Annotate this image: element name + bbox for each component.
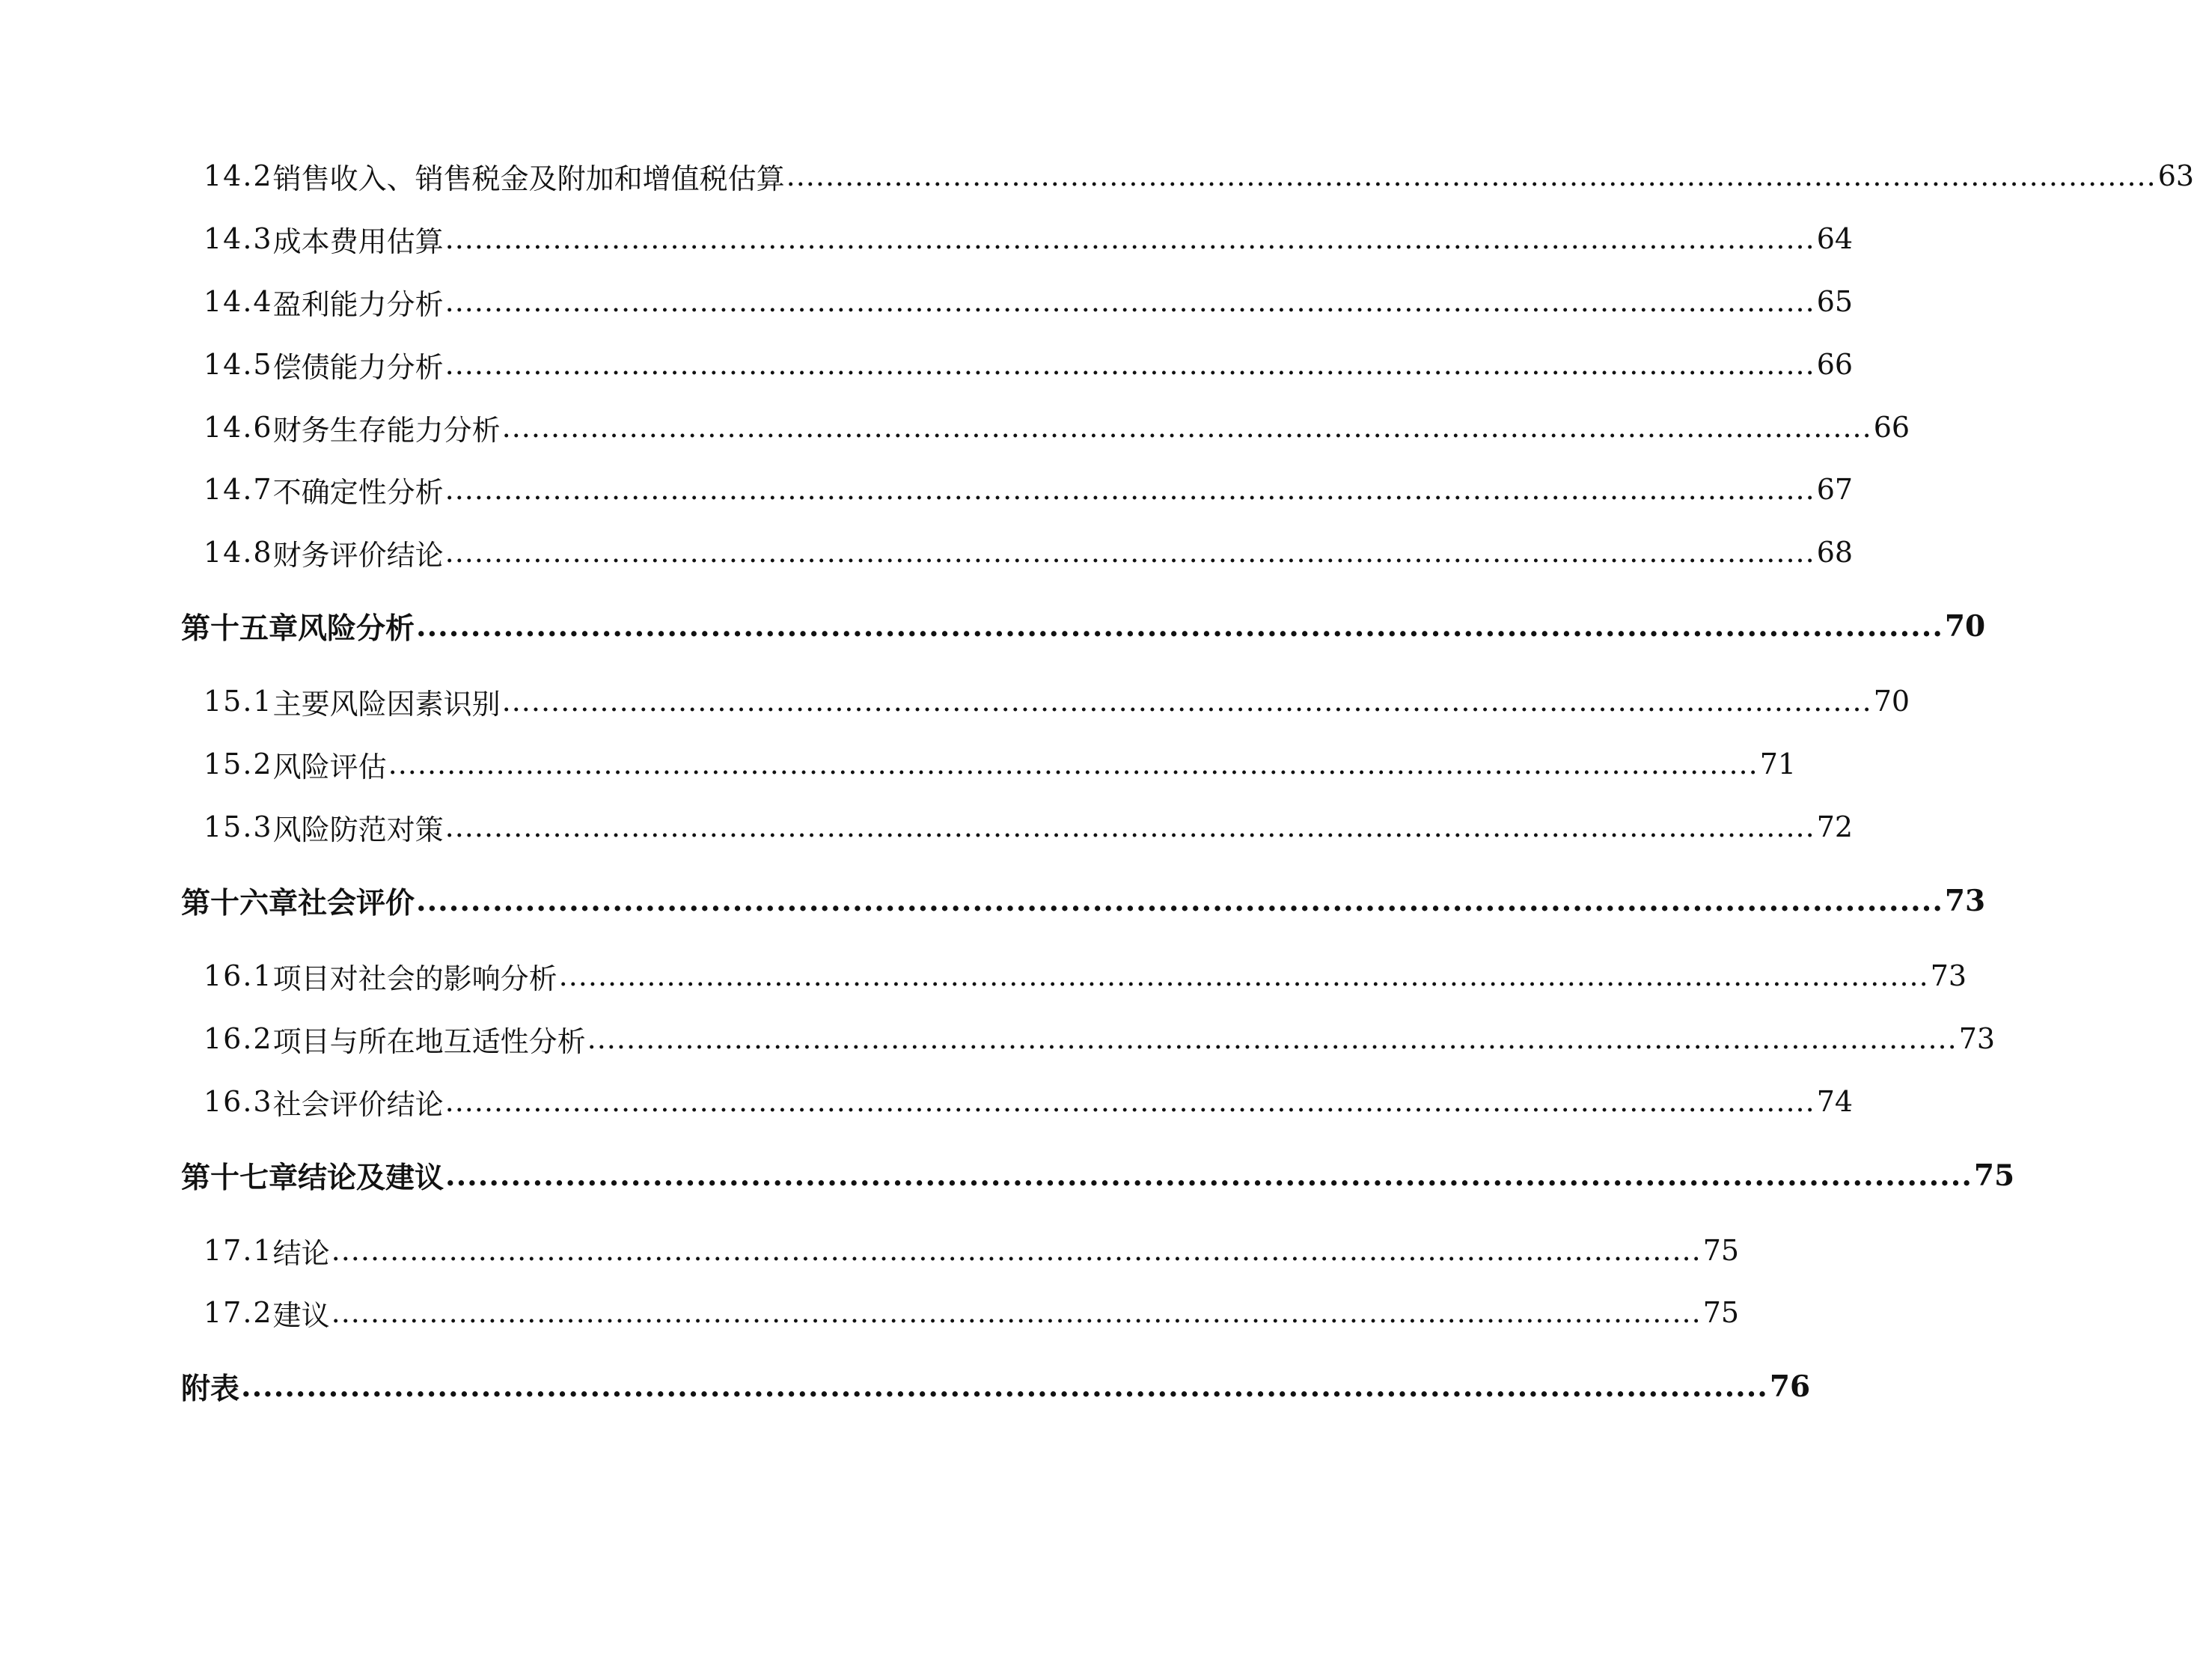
entry-title: 财务生存能力分析 <box>272 413 501 447</box>
toc-entry-section[interactable] <box>0 1290 1740 1335</box>
toc-entry-section[interactable] <box>0 467 1854 512</box>
page-number: 74 <box>1816 1085 1854 1118</box>
page-number: 75 <box>1702 1234 1740 1267</box>
entry-title: 成本费用估算 <box>272 224 444 258</box>
toc-entry-section[interactable] <box>0 742 1797 786</box>
toc-entry-section[interactable] <box>0 804 1854 849</box>
section-number: 14.2 <box>204 159 273 192</box>
toc-entry-section[interactable] <box>0 342 1854 387</box>
dot-leader: ............................................................................................................................................ <box>445 1158 1973 1193</box>
entry-title: 风险防范对策 <box>272 813 444 846</box>
page-number: 73 <box>1958 1022 1996 1055</box>
entry-title: 风险分析 <box>298 611 415 646</box>
section-number: 15.1 <box>204 685 273 718</box>
dot-leader: ............................................................................................................................................ <box>558 959 1929 992</box>
page-number: 67 <box>1816 473 1854 506</box>
chapter-number: 第十七章 <box>181 1161 299 1195</box>
entry-title: 盈利能力分析 <box>272 287 444 321</box>
dot-leader: ............................................................................................................................................ <box>444 222 1815 255</box>
dot-leader: ............................................................................................................................................ <box>444 810 1815 843</box>
page-number: 63 <box>2157 159 2194 192</box>
dot-leader: ............................................................................................................................................ <box>786 159 2157 192</box>
toc-entry-section[interactable] <box>0 405 1910 450</box>
toc-entry-section[interactable] <box>0 279 1854 324</box>
entry-title: 结论 <box>272 1236 330 1270</box>
toc-entry-appendix[interactable] <box>0 1364 1811 1409</box>
section-number: 17.2 <box>204 1296 273 1329</box>
dot-leader: ............................................................................................................................................ <box>501 411 1872 444</box>
entry-title: 财务评价结论 <box>272 538 444 572</box>
dot-leader: ............................................................................................................................................ <box>331 1234 1702 1267</box>
section-number: 16.2 <box>204 1022 273 1055</box>
section-number: 16.3 <box>204 1085 273 1118</box>
toc-entry-section[interactable] <box>0 953 1967 998</box>
dot-leader: ............................................................................................................................................ <box>241 1369 1768 1404</box>
section-number: 14.3 <box>204 222 273 255</box>
entry-title: 主要风险因素识别 <box>272 687 501 721</box>
page-number: 76 <box>1769 1369 1811 1404</box>
dot-leader: ............................................................................................................................................ <box>444 348 1815 381</box>
entry-title: 社会评价 <box>298 886 415 920</box>
toc-entry-chapter[interactable] <box>0 879 1986 923</box>
section-number: 14.8 <box>204 536 273 569</box>
dot-leader: ............................................................................................................................................ <box>444 536 1815 569</box>
section-number: 16.1 <box>204 959 273 992</box>
page-number: 72 <box>1816 810 1854 843</box>
section-number: 14.7 <box>204 473 273 506</box>
page-number: 75 <box>1702 1296 1740 1329</box>
page-number: 71 <box>1759 748 1797 781</box>
dot-leader: ............................................................................................................................................ <box>331 1296 1702 1329</box>
toc-entry-section[interactable] <box>0 530 1854 575</box>
entry-title: 销售收入、销售税金及附加和增值税估算 <box>272 162 785 195</box>
dot-leader: ............................................................................................................................................ <box>416 884 1943 918</box>
entry-title: 附表 <box>181 1372 240 1406</box>
dot-leader: ............................................................................................................................................ <box>388 748 1758 781</box>
section-number: 17.1 <box>204 1234 273 1267</box>
toc-entry-chapter[interactable] <box>0 604 1986 649</box>
page-number: 70 <box>1873 685 1910 718</box>
page-number: 75 <box>1973 1158 2015 1193</box>
dot-leader: ............................................................................................................................................ <box>444 1085 1815 1118</box>
dot-leader: ............................................................................................................................................ <box>444 473 1815 506</box>
section-number: 14.4 <box>204 285 273 318</box>
dot-leader: ............................................................................................................................................ <box>501 685 1872 718</box>
page-number: 65 <box>1816 285 1854 318</box>
toc-entry-section[interactable] <box>0 216 1854 261</box>
toc-entry-section[interactable] <box>0 1228 1740 1273</box>
section-number: 14.5 <box>204 348 273 381</box>
page-number: 73 <box>1930 959 1967 992</box>
page-number: 66 <box>1873 411 1910 444</box>
dot-leader: ............................................................................................................................................ <box>587 1022 1958 1055</box>
toc-entry-section[interactable] <box>0 1079 1854 1124</box>
section-number: 14.6 <box>204 411 273 444</box>
entry-title: 项目与所在地互适性分析 <box>272 1024 586 1058</box>
chapter-number: 第十五章 <box>181 611 299 646</box>
toc-entry-section[interactable] <box>0 1016 1996 1061</box>
entry-title: 社会评价结论 <box>272 1087 444 1121</box>
entry-title: 建议 <box>272 1298 330 1332</box>
section-number: 15.3 <box>204 810 273 843</box>
toc-entry-section[interactable] <box>0 679 1910 724</box>
toc-entry-section[interactable] <box>0 153 2194 198</box>
entry-title: 不确定性分析 <box>272 475 444 509</box>
entry-title: 结论及建议 <box>298 1161 444 1195</box>
page-number: 68 <box>1816 536 1854 569</box>
dot-leader: ............................................................................................................................................ <box>444 285 1815 318</box>
page-number: 73 <box>1944 884 1986 918</box>
page-number: 70 <box>1944 609 1986 644</box>
chapter-number: 第十六章 <box>181 886 299 920</box>
section-number: 15.2 <box>204 748 273 781</box>
entry-title: 风险评估 <box>272 750 387 784</box>
dot-leader: ............................................................................................................................................ <box>416 609 1943 644</box>
entry-title: 项目对社会的影响分析 <box>272 962 557 995</box>
toc-entry-chapter[interactable] <box>0 1153 2015 1198</box>
entry-title: 偿债能力分析 <box>272 350 444 384</box>
page-number: 64 <box>1816 222 1854 255</box>
page-number: 66 <box>1816 348 1854 381</box>
